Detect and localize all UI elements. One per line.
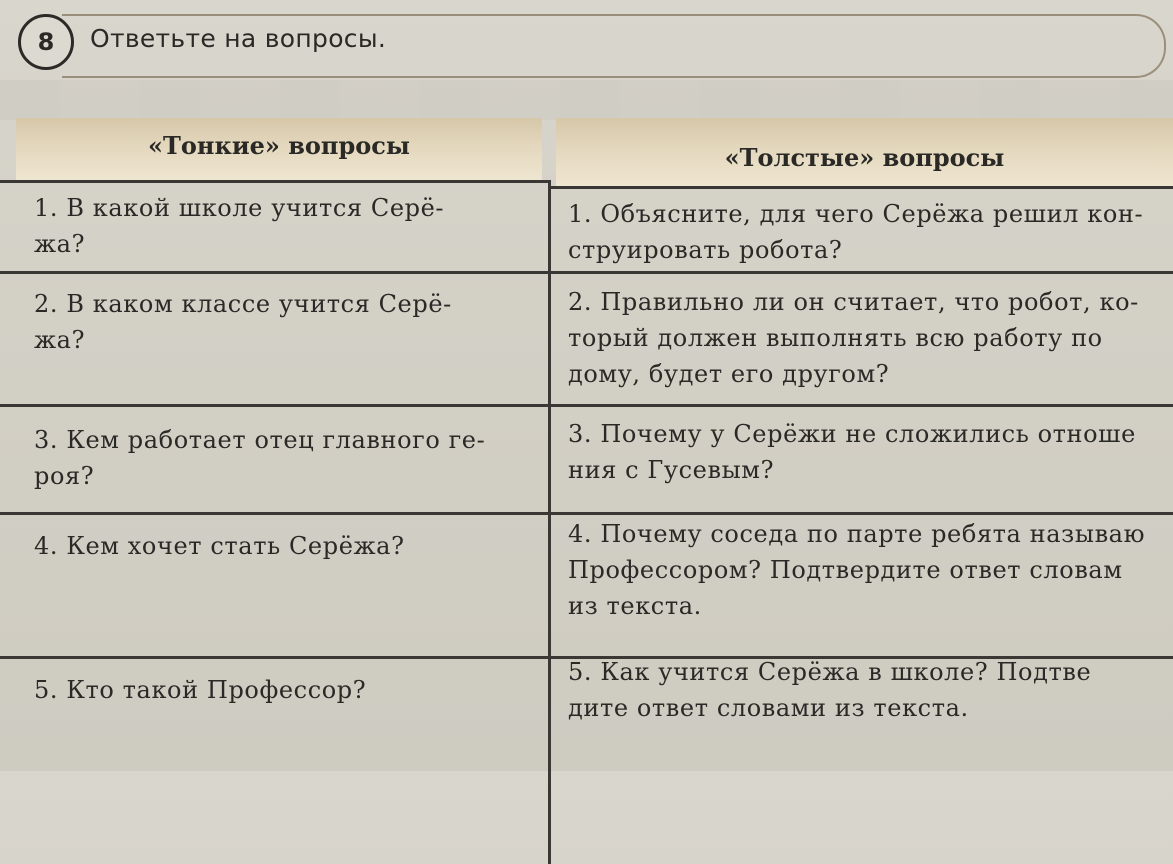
task-number: 8 [37,28,55,56]
row-divider [0,512,1173,515]
thick-question-1: 1. Объясните, для чего Серёжа решил кон- струировать робота? [568,200,1144,264]
task-title: Ответьте на вопросы. [90,24,387,53]
thick-question-5: 5. Как учится Серёжа в школе? Подтве дите ответ словами из текста. [568,658,1092,722]
header-thick-questions: «Толстые» вопросы [556,118,1173,186]
thin-question-2: 2. В каком классе учится Серё- жа? [34,290,452,354]
row-divider [0,180,549,183]
header-thin-questions: «Тонкие» вопросы [16,118,542,180]
thin-question-3: 3. Кем работает отец главного ге- роя? [34,426,486,490]
show-through-background [0,80,1173,120]
thin-question-1: 1. В какой школе учится Серё- жа? [34,194,445,258]
thick-question-2: 2. Правильно ли он считает, что робот, ко- торый должен выполнять всю работу по дому, будет его другом? [568,288,1139,388]
thin-question-5: 5. Кто такой Профессор? [34,676,367,704]
column-divider [548,180,551,864]
row-divider [0,271,1173,274]
thick-question-3: 3. Почему у Серёжи не сложились отноше ния с Гусевым? [568,420,1136,484]
thick-question-4: 4. Почему соседа по парте ребята называю Профессором? Подтвердите ответ словам из текста. [568,520,1146,620]
row-divider [549,186,1173,189]
thin-question-4: 4. Кем хочет стать Серёжа? [34,532,405,560]
questions-table [0,118,1173,771]
row-divider [0,404,1173,407]
